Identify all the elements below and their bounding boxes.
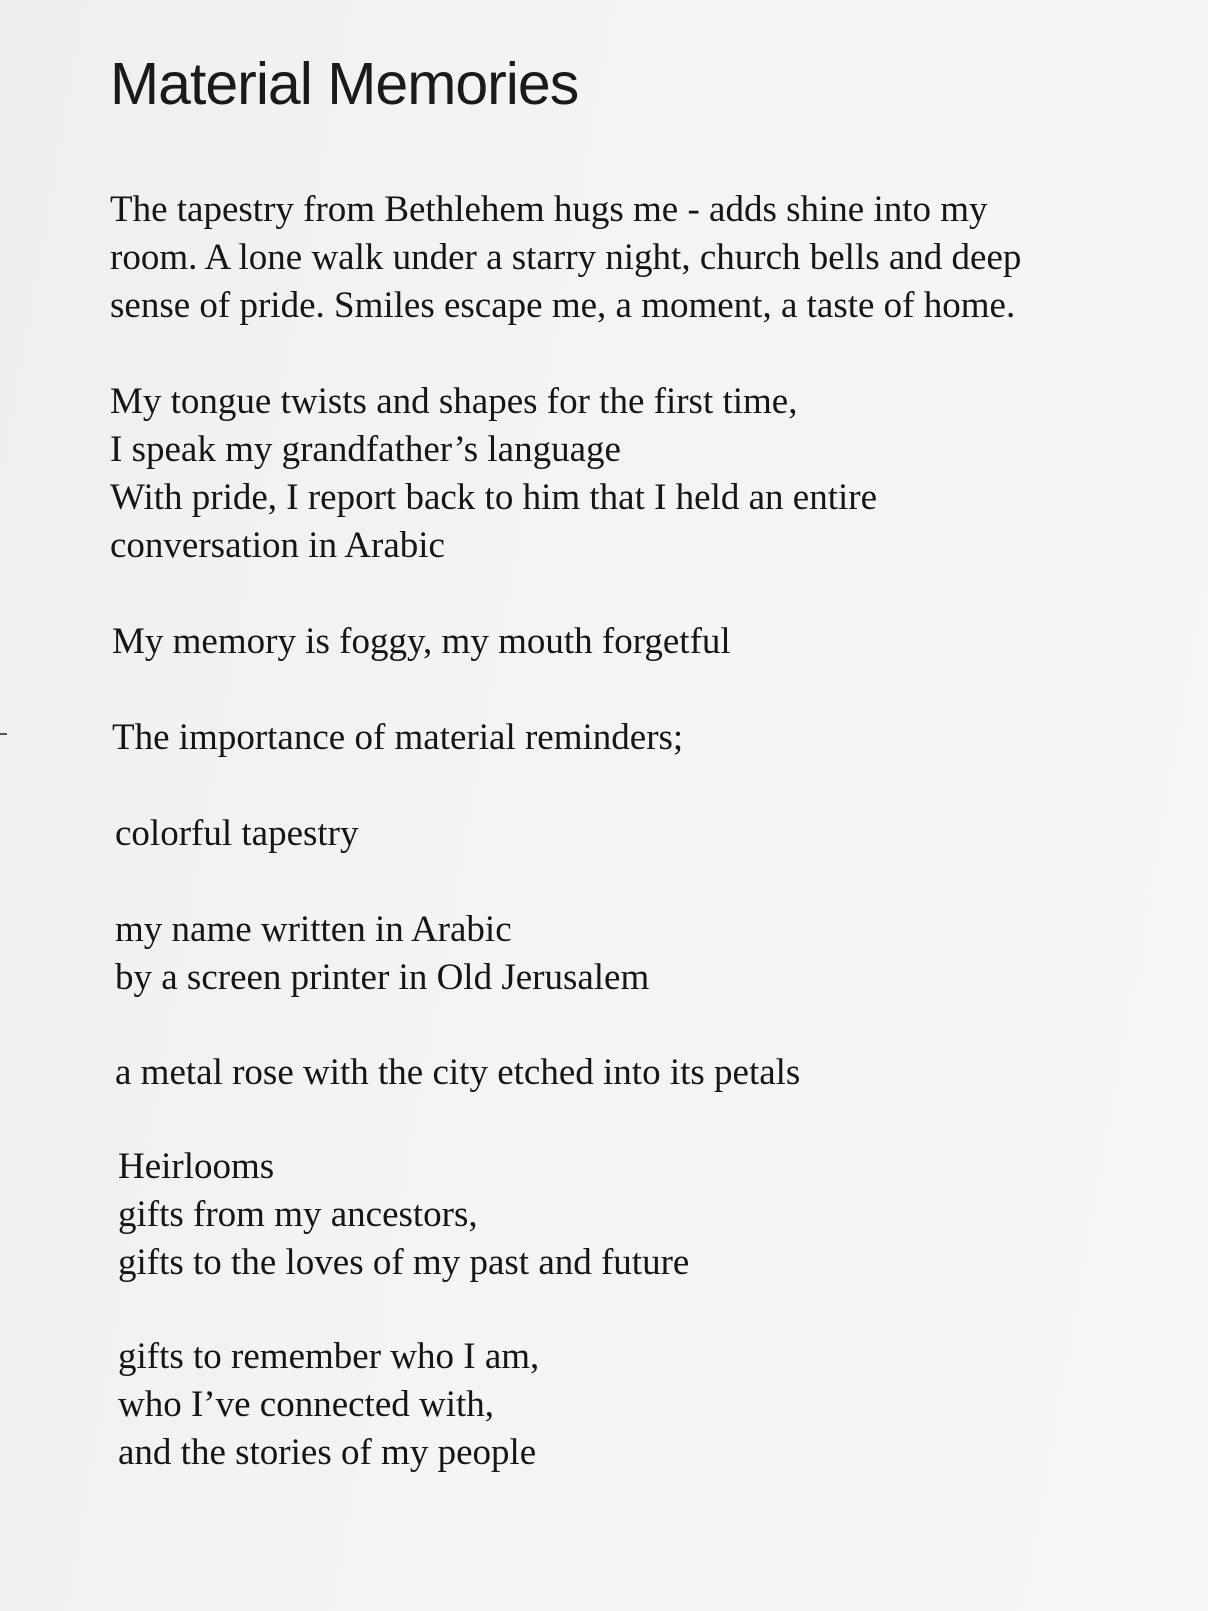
poem-line: gifts to remember who I am, — [118, 1336, 540, 1377]
poem-line: who I’ve connected with, — [118, 1384, 495, 1425]
stanza-3 — [110, 618, 1150, 666]
poem-line: With pride, I report back to him that I held an entire — [110, 477, 878, 518]
poem-line: I speak my grandfather’s language — [110, 429, 621, 470]
poem-line: conversation in Arabic — [110, 525, 445, 566]
poem-body — [110, 186, 1150, 1477]
stanza-9 — [110, 1333, 1150, 1477]
poem-line: Heirlooms — [118, 1146, 275, 1187]
poem-line: my name written in Arabic — [115, 909, 512, 950]
stanza-paragraph: The tapestry from Bethlehem hugs me - adds shine into my room. A lone walk under a starry night, church bells and deep sense of pride. Smiles escape me, a moment, a taste of home. — [110, 189, 1022, 326]
poem-line: by a screen printer in Old Jerusalem — [115, 957, 650, 998]
poem-line: a metal rose with the city etched into its petals — [115, 1052, 801, 1093]
poem-line: gifts to the loves of my past and future — [118, 1242, 690, 1283]
poem-line: and the stories of my people — [118, 1432, 537, 1473]
margin-mark — [0, 733, 7, 735]
stanza-8 — [110, 1143, 1150, 1287]
stanza-7 — [110, 1049, 1150, 1097]
stanza-5 — [110, 810, 1150, 858]
stanza-2 — [110, 378, 1150, 570]
stanza-1 — [110, 186, 1150, 330]
stanza-6 — [110, 906, 1150, 1002]
poem-page — [110, 48, 1150, 1525]
poem-line: My memory is foggy, my mouth forgetful — [112, 621, 731, 662]
stanza-4 — [110, 714, 1150, 762]
poem-line: colorful tapestry — [115, 813, 359, 854]
poem-line: The importance of material reminders; — [112, 717, 684, 758]
poem-line: My tongue twists and shapes for the first time, — [110, 381, 798, 422]
poem-title: Material Memories — [110, 51, 579, 117]
poem-line: gifts from my ancestors, — [118, 1194, 478, 1235]
